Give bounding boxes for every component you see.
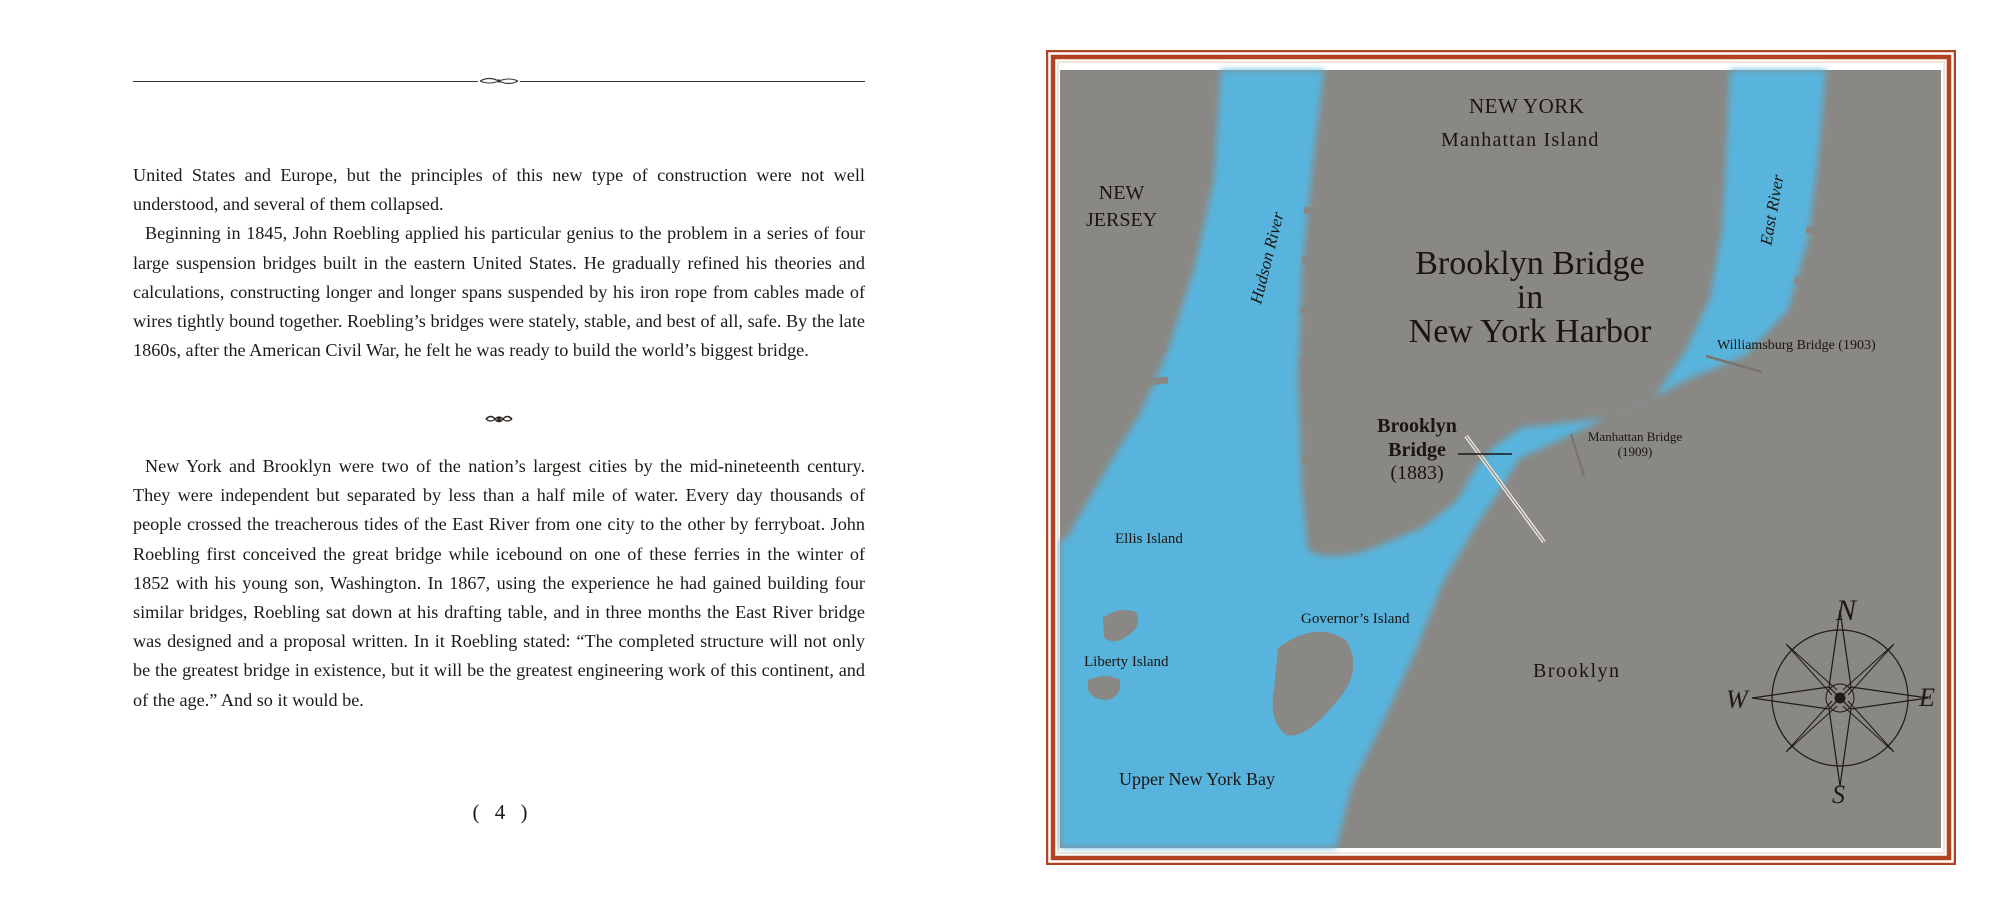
paragraph: New York and Brooklyn were two of the nation’s largest cities by the mid-nineteenth century. They were independent but separated by less than a half mile of water. Every day thousands of people crossed the treacherous tides of the East River from one city to the other by ferryboat. John Roebling first conceived the great bridge while icebound on one of these ferries in the winter of 1852 with his young son, Washington. In 1867, using the experience he had gained building four similar bridges, Roebling sat down at his drafting table, and in three months the East River bridge was designed and a proposal written. In it Roebling stated: “The completed structure will not only be the greatest bridge in existence, but it will be the greatest engineering work of this continent, and of the age.” And so it would be.	[133, 456, 865, 710]
text-block-1	[133, 161, 865, 365]
page-number: ( 4 )	[472, 800, 528, 824]
label-new-york: NEW YORK	[1469, 94, 1585, 118]
compass-w: W	[1726, 685, 1748, 714]
label-ellis-island: Ellis Island	[1115, 531, 1183, 547]
map-title-line2: in	[1516, 279, 1544, 316]
label-brooklyn-bridge	[1362, 414, 1472, 462]
compass-s: S	[1832, 780, 1845, 809]
label-manhattan-island: Manhattan Island	[1441, 129, 1600, 151]
fleuron-divider-icon	[483, 412, 515, 426]
label-new-jersey	[1086, 180, 1157, 234]
label-williamsburg-bridge: Williamsburg Bridge (1903)	[1717, 338, 1876, 353]
label-nj-line1: NEW	[1098, 182, 1145, 204]
compass-e: E	[1919, 683, 1935, 712]
harbor-map	[1046, 50, 1956, 865]
label-manhattan-bridge	[1570, 429, 1700, 459]
rule-line-left	[133, 81, 478, 82]
label-brooklyn: Brooklyn	[1533, 660, 1621, 682]
map-title-line1: Brooklyn Bridge	[1415, 245, 1645, 282]
label-hudson-river: Hudson River	[1246, 210, 1288, 306]
label-east-river: East River	[1756, 173, 1788, 247]
compass-n: N	[1836, 594, 1857, 627]
label-upper-new-york-bay: Upper New York Bay	[1119, 769, 1275, 789]
text-block-2	[133, 452, 865, 715]
label-bb-line1: Brooklyn	[1377, 415, 1457, 437]
map-title-line3: New York Harbor	[1408, 313, 1652, 350]
paragraph: United States and Europe, but the principles of this new type of construction were not well understood, and several of them collapsed.	[133, 165, 865, 215]
paragraph: Beginning in 1845, John Roebling applied his particular genius to the problem in a series of four large suspension bridges built in the eastern United States. He gradually refined his theories and calculations, constructing longer and longer spans suspended by his iron rope from cables made of wires tightly bound together. Roebling’s bridges were stately, stable, and best of all, safe. By the late 1860s, after the American Civil War, he felt he was ready to build the world’s biggest bridge.	[133, 223, 865, 361]
label-nj-line2: JERSEY	[1086, 209, 1158, 231]
label-governors-island: Governor’s Island	[1301, 611, 1410, 627]
rule-ornament-icon	[478, 74, 520, 88]
label-mb-name: Manhattan Bridge	[1587, 429, 1683, 444]
map-title	[1380, 247, 1680, 349]
header-rule	[133, 74, 865, 88]
label-liberty-island: Liberty Island	[1084, 654, 1169, 670]
label-mb-year: (1909)	[1617, 444, 1653, 459]
label-bb-line2: Bridge	[1388, 439, 1446, 461]
rule-line-right	[520, 81, 865, 82]
label-brooklyn-bridge-year: (1883)	[1390, 462, 1444, 484]
